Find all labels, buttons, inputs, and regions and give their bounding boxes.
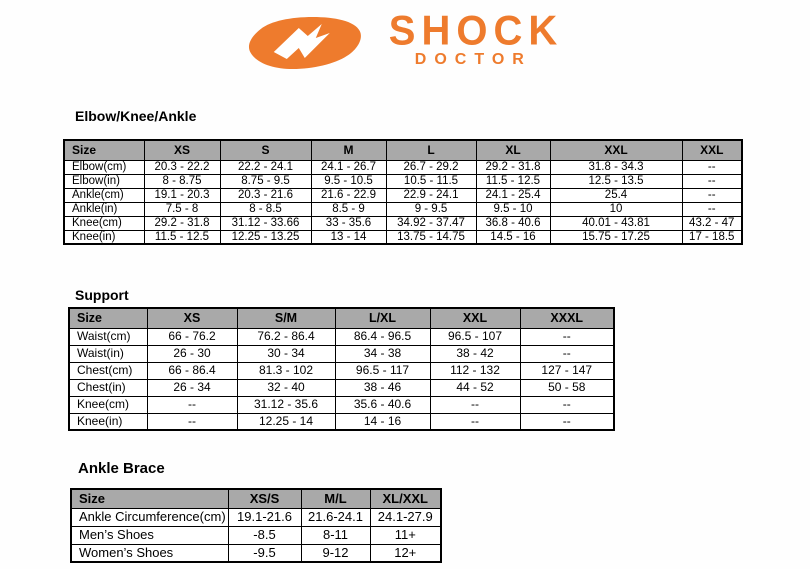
size-value-cell: 11+ [370, 526, 441, 544]
row-label: Waist(in) [69, 345, 147, 362]
size-value-cell: 76.2 - 86.4 [237, 328, 335, 345]
row-label: Knee(in) [64, 230, 144, 244]
table-row [69, 379, 614, 396]
size-value-cell: 24.1 - 26.7 [311, 160, 386, 174]
size-header-l: L [386, 140, 476, 160]
size-value-cell: 8.75 - 9.5 [220, 174, 311, 188]
size-value-cell: -- [682, 160, 742, 174]
size-value-cell: 10 [550, 202, 682, 216]
size-value-cell: 81.3 - 102 [237, 362, 335, 379]
size-value-cell: 36.8 - 40.6 [476, 216, 550, 230]
size-header-xl-xxl: XL/XXL [370, 489, 441, 508]
size-value-cell: 86.4 - 96.5 [335, 328, 430, 345]
size-value-cell: 21.6 - 22.9 [311, 188, 386, 202]
size-value-cell: 22.2 - 24.1 [220, 160, 311, 174]
size-value-cell: 34 - 38 [335, 345, 430, 362]
table-row [64, 160, 742, 174]
size-value-cell: 9-12 [301, 544, 370, 562]
size-value-cell: 127 - 147 [520, 362, 614, 379]
lightning-bolt-emblem-icon [247, 16, 365, 70]
size-value-cell: 31.12 - 35.6 [237, 396, 335, 413]
size-value-cell: 34.92 - 37.47 [386, 216, 476, 230]
size-value-cell: 9 - 9.5 [386, 202, 476, 216]
row-label: Women’s Shoes [71, 544, 228, 562]
size-value-cell: 33 - 35.6 [311, 216, 386, 230]
size-value-cell: 11.5 - 12.5 [476, 174, 550, 188]
size-header-xs: XS [147, 308, 237, 328]
size-value-cell: -- [682, 202, 742, 216]
section-title-elbow-knee-ankle: Elbow/Knee/Ankle [75, 108, 197, 124]
size-value-cell: -- [430, 396, 520, 413]
table-row [64, 216, 742, 230]
brand-name-shock: SHOCK [388, 7, 564, 55]
size-value-cell: 66 - 76.2 [147, 328, 237, 345]
row-label: Chest(in) [69, 379, 147, 396]
size-value-cell: 7.5 - 8 [144, 202, 220, 216]
row-label: Ankle(in) [64, 202, 144, 216]
table-row [69, 396, 614, 413]
table-row [69, 413, 614, 430]
size-value-cell: 11.5 - 12.5 [144, 230, 220, 244]
size-value-cell: -- [682, 174, 742, 188]
table-row [71, 526, 441, 544]
size-value-cell: 35.6 - 40.6 [335, 396, 430, 413]
size-value-cell: 26.7 - 29.2 [386, 160, 476, 174]
size-value-cell: 26 - 30 [147, 345, 237, 362]
size-value-cell: 9.5 - 10 [476, 202, 550, 216]
size-header-xs: XS [144, 140, 220, 160]
elbow-knee-ankle-size-table [63, 139, 743, 245]
size-header-s: S [220, 140, 311, 160]
size-header-xl: XL [476, 140, 550, 160]
size-value-cell: 32 - 40 [237, 379, 335, 396]
section-title-ankle-brace: Ankle Brace [78, 460, 165, 477]
size-header-xs-s: XS/S [228, 489, 301, 508]
row-label: Men’s Shoes [71, 526, 228, 544]
header-row [64, 140, 742, 160]
size-value-cell: 8 - 8.5 [220, 202, 311, 216]
table-row [64, 188, 742, 202]
size-value-cell: 9.5 - 10.5 [311, 174, 386, 188]
size-value-cell: -- [147, 413, 237, 430]
size-value-cell: -- [520, 345, 614, 362]
size-header-xxl: XXL [550, 140, 682, 160]
size-value-cell: 12.25 - 14 [237, 413, 335, 430]
size-value-cell: 21.6-24.1 [301, 508, 370, 526]
brand-name-doctor: DOCTOR [414, 51, 532, 68]
size-header-xxl: XXL [682, 140, 742, 160]
size-value-cell: 25.4 [550, 188, 682, 202]
size-value-cell: 38 - 42 [430, 345, 520, 362]
size-value-cell: 20.3 - 21.6 [220, 188, 311, 202]
size-value-cell: -- [430, 413, 520, 430]
ankle-brace-size-table [70, 488, 442, 563]
size-value-cell: 8-11 [301, 526, 370, 544]
table-row [64, 202, 742, 216]
size-value-cell: 66 - 86.4 [147, 362, 237, 379]
size-value-cell: 96.5 - 117 [335, 362, 430, 379]
table-row [64, 174, 742, 188]
size-value-cell: 96.5 - 107 [430, 328, 520, 345]
size-value-cell: 13 - 14 [311, 230, 386, 244]
size-value-cell: -- [520, 396, 614, 413]
support-size-table [68, 307, 615, 431]
size-value-cell: 12.5 - 13.5 [550, 174, 682, 188]
size-value-cell: 112 - 132 [430, 362, 520, 379]
size-value-cell: -- [520, 328, 614, 345]
size-value-cell: -9.5 [228, 544, 301, 562]
size-value-cell: 50 - 58 [520, 379, 614, 396]
size-header-m-l: M/L [301, 489, 370, 508]
size-column-header: Size [71, 489, 228, 508]
size-value-cell: 19.1 - 20.3 [144, 188, 220, 202]
size-value-cell: 8 - 8.75 [144, 174, 220, 188]
size-header-l-xl: L/XL [335, 308, 430, 328]
table-row [69, 328, 614, 345]
size-value-cell: 22.9 - 24.1 [386, 188, 476, 202]
size-column-header: Size [64, 140, 144, 160]
size-value-cell: 10.5 - 11.5 [386, 174, 476, 188]
row-label: Knee(cm) [64, 216, 144, 230]
row-label: Knee(cm) [69, 396, 147, 413]
size-header-m: M [311, 140, 386, 160]
size-value-cell: 15.75 - 17.25 [550, 230, 682, 244]
size-value-cell: -- [520, 413, 614, 430]
table-row [69, 362, 614, 379]
size-value-cell: 8.5 - 9 [311, 202, 386, 216]
size-value-cell: -- [147, 396, 237, 413]
size-value-cell: 17 - 18.5 [682, 230, 742, 244]
size-value-cell: 19.1-21.6 [228, 508, 301, 526]
size-value-cell: 30 - 34 [237, 345, 335, 362]
size-value-cell: 24.1 - 25.4 [476, 188, 550, 202]
size-value-cell: -- [682, 188, 742, 202]
size-value-cell: 40.01 - 43.81 [550, 216, 682, 230]
size-value-cell: 43.2 - 47 [682, 216, 742, 230]
size-value-cell: 24.1-27.9 [370, 508, 441, 526]
size-value-cell: 14 - 16 [335, 413, 430, 430]
row-label: Chest(cm) [69, 362, 147, 379]
logo-wordmark [388, 7, 564, 69]
row-label: Waist(cm) [69, 328, 147, 345]
row-label: Ankle(cm) [64, 188, 144, 202]
size-value-cell: 31.12 - 33.66 [220, 216, 311, 230]
row-label: Knee(in) [69, 413, 147, 430]
table-row [64, 230, 742, 244]
size-value-cell: 44 - 52 [430, 379, 520, 396]
size-value-cell: 12.25 - 13.25 [220, 230, 311, 244]
size-header-s-m: S/M [237, 308, 335, 328]
table-row [71, 508, 441, 526]
size-value-cell: 14.5 - 16 [476, 230, 550, 244]
size-value-cell: -8.5 [228, 526, 301, 544]
size-header-xxxl: XXXL [520, 308, 614, 328]
header-row [69, 308, 614, 328]
size-value-cell: 12+ [370, 544, 441, 562]
size-value-cell: 38 - 46 [335, 379, 430, 396]
size-value-cell: 13.75 - 14.75 [386, 230, 476, 244]
header-row [71, 489, 441, 508]
table-row [71, 544, 441, 562]
size-header-xxl: XXL [430, 308, 520, 328]
table-row [69, 345, 614, 362]
shock-doctor-logo [247, 7, 564, 70]
section-title-support: Support [75, 287, 129, 303]
size-column-header: Size [69, 308, 147, 328]
size-value-cell: 29.2 - 31.8 [144, 216, 220, 230]
row-label: Elbow(cm) [64, 160, 144, 174]
size-value-cell: 26 - 34 [147, 379, 237, 396]
size-value-cell: 20.3 - 22.2 [144, 160, 220, 174]
row-label: Ankle Circumference(cm) [71, 508, 228, 526]
row-label: Elbow(in) [64, 174, 144, 188]
size-value-cell: 31.8 - 34.3 [550, 160, 682, 174]
size-value-cell: 29.2 - 31.8 [476, 160, 550, 174]
